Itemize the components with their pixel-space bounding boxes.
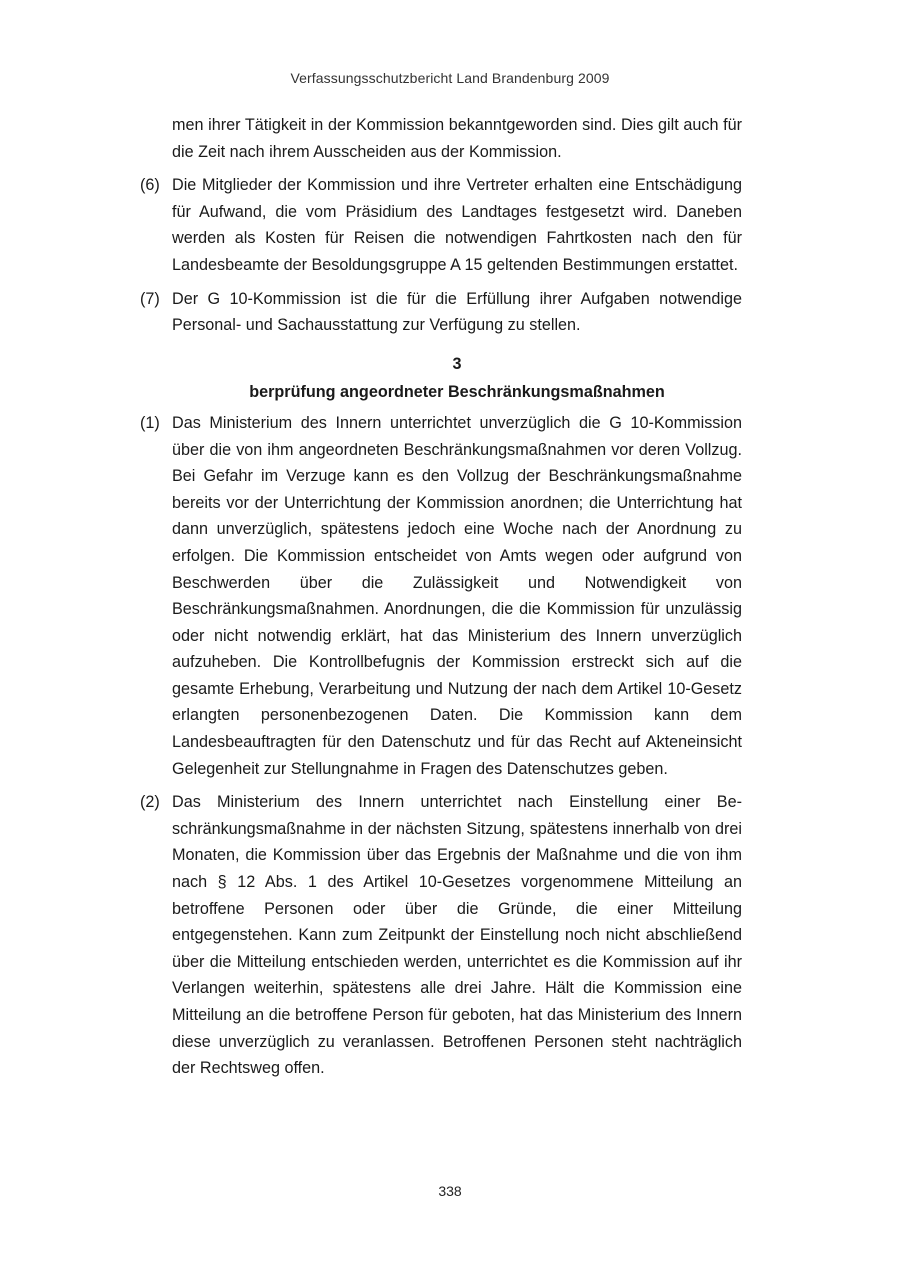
paragraph-text: Das Ministerium des Innern unterrichtet unverzüglich die G 10-Kommission über die von ihm angeordneten Beschränkungsmaßnahmen vor deren Vollzug. Bei Gefahr im Verzuge kann es den Vollzug der Beschränkungsmaßnahme bereits vor der Unterrichtung der Kommission anordnen; die Unterrichtung hat dann unverzüglich, spätestens jedoch eine Woche nach der Anordnung zu erfolgen. Die Kommission entscheidet von Amts wegen oder aufgrund von Beschwerden über die Zulässigkeit und Notwendigkeit von Beschränkungsmaßnahmen. Anordnungen, die die Kommission für unzulässig oder nicht notwendig erklärt, hat das Ministerium des Innern unverzüglich aufzuheben. Die Kontrollbefugnis der Kommission erstreckt sich auf die gesamte Erhebung, Verarbeitung und Nutzung der nach dem Artikel 10-Gesetz erlangten personenbezogenen Daten. Die Kommission kann dem Landesbeauftragten für den Datenschutz und für das Recht auf Akteneinsicht Gelegenheit zur Stellungnahme in Fragen des Datenschutzes geben.	[172, 413, 742, 778]
paragraph-number: (2)	[140, 793, 160, 812]
paragraph-number: (6)	[140, 176, 160, 195]
running-header: Verfassungsschutzbericht Land Brandenburg 2009	[290, 70, 610, 86]
continued-paragraph-text: men ihrer Tätigkeit in der Kommission bekanntgeworden sind. Dies gilt auch für die Zeit nach ihrem Ausscheiden aus der Kommission.	[172, 116, 742, 161]
paragraph-7	[140, 286, 742, 339]
paragraph-2	[140, 789, 742, 1082]
paragraph-text: Das Ministerium des Innern unterrichtet nach Einstellung einer Beschränkungsmaßnahme in der nächsten Sitzung, spätestens innerhalb von drei Monaten, die Kommission über das Ergebnis der Maßnahme und die von ihm nach § 12 Abs. 1 des Artikel 10-Gesetzes vorgenommene Mitteilung an betroffene Personen oder über die Gründe, die einer Mitteilung entgegenstehen. Kann zum Zeitpunkt der Einstellung noch nicht abschließend über die Mitteilung entschieden werden, unterrichtet es die Kommission auf ihr Verlangen weiterhin, spätestens alle drei Jahre. Hält die Kommission eine Mitteilung an die betroffene Person für geboten, hat das Ministerium des Innern diese unverzüglich zu veranlassen. Betroffenen Personen steht nachträglich der Rechtsweg offen.	[172, 793, 742, 1078]
section-title: berprüfung angeordneter Beschränkungsmaßnahmen	[249, 383, 665, 402]
page-number: 338	[438, 1183, 462, 1199]
paragraph-text: Die Mitglieder der Kommission und ihre Vertreter erhalten eine Entschädigung für Aufwand, die vom Präsidium des Landtages festgesetzt wird. Daneben werden als Kosten für Reisen die notwendigen Fahrtkosten nach den für Landesbeamte der Besoldungsgruppe A 15 geltenden Bestimmungen erstattet.	[172, 176, 742, 274]
paragraph-6	[140, 172, 742, 278]
paragraph-number: (1)	[140, 413, 160, 432]
paragraph-1	[140, 410, 742, 782]
paragraph-text: Der G 10-Kommission ist die für die Erfüllung ihrer Aufgaben notwendige Personal- und Sachausstattung zur Verfügung zu stellen.	[172, 289, 742, 335]
page-content	[140, 112, 742, 1089]
section-number: 3	[452, 354, 462, 373]
paragraph-number: (7)	[140, 289, 160, 308]
